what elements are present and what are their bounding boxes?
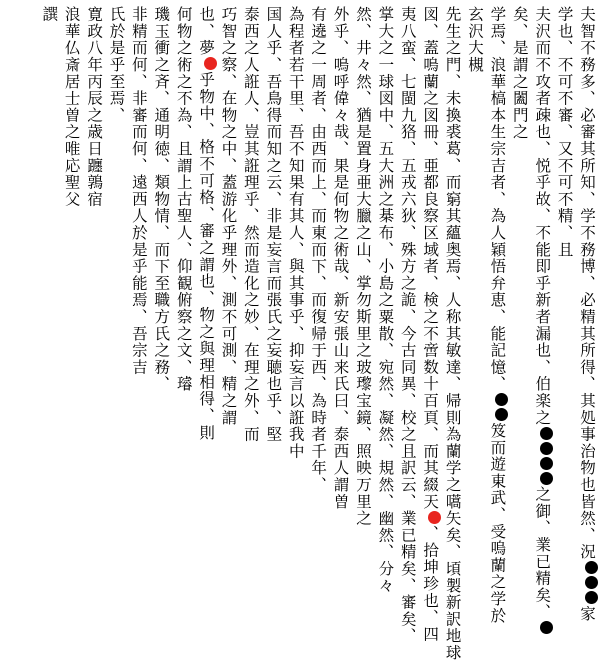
text-column: 夫智不務多、必審其所知、学不務博、必精其所得、其処事治物也皆然、況家 bbox=[578, 6, 596, 623]
illegible-mark-icon bbox=[540, 472, 553, 485]
text-column: 浪華仏斎居士曽之唯応聖父 bbox=[62, 6, 81, 242]
red-mark-icon bbox=[428, 511, 441, 524]
illegible-mark-icon bbox=[540, 427, 553, 440]
text-column: 然、井々然、猶是置身亜大臘之山、掌勿斯里之玻瓈宝鏡、照映万里之 bbox=[353, 6, 372, 527]
text-column: 非精而何、非審而何、遠西人於是乎能焉、吾宗吉 bbox=[129, 6, 148, 376]
illegible-mark-icon bbox=[495, 408, 508, 421]
text-column: 譔 bbox=[40, 6, 59, 23]
text-column: 夷八蛮、七閩九狢、五戎六狄、殊方之詭、今古同異、校之且訳云、業已精矣、審矣、 bbox=[398, 6, 417, 645]
red-mark-icon bbox=[204, 57, 217, 70]
text-column: 学焉、浪華槁本生宗吉者、為人穎悟弁恵、能記憶、笈而遊東武、受嗚蘭之学於 bbox=[488, 6, 507, 625]
text-column: 氏於是乎至焉、 bbox=[107, 6, 126, 124]
illegible-mark-icon bbox=[540, 621, 553, 634]
illegible-mark-icon bbox=[540, 457, 553, 470]
text-column: 有遶之一周者、由西而上、而東而下、而復帰于西、為時者千年、 bbox=[309, 6, 328, 494]
illegible-mark-icon bbox=[585, 561, 598, 574]
text-column: 璣玉衝之斉、通明徳、類物情、而下至職方氏之務、 bbox=[152, 6, 171, 393]
text-column: 何物之術之不為、且謂上古聖人、仰観俯察之文、璿 bbox=[174, 6, 193, 393]
text-column: 為程者若干里、吾不知果有其人、與其事乎、抑妄言以誑我中 bbox=[286, 6, 305, 460]
text-column: 先生之門、未換裘葛、而窮其蘊奥焉、人称其敏達、帰則為蘭学之嚆矢矣、頃製新訳地球 bbox=[443, 6, 462, 661]
illegible-mark-icon bbox=[585, 576, 598, 589]
text-column: 学也、不可不審、又不可不精、且 bbox=[555, 6, 574, 258]
text-column: 掌大之一球図中、五大洲之棊布、小島之粟散、宛然、凝然、規然、幽然、分々 bbox=[376, 6, 395, 594]
text-column: 泰西之人誑人、豈其誑理乎、然而造化之妙、在理之外、而 bbox=[241, 6, 260, 443]
text-column: 玄沢大槻 bbox=[465, 6, 484, 74]
text-column: 矣、是謂之闔門之 bbox=[510, 6, 529, 141]
text-column: 図、蓋嗚蘭之図冊、亜都良察区域者、検之不啻数十百頁、而其綴天、拾坤珍也、四 bbox=[421, 6, 440, 643]
illegible-mark-icon bbox=[585, 591, 598, 604]
text-column: 外乎、嗚呼偉々哉、果是何物之術哉、新安張山来氏曰、泰西人謂曽 bbox=[331, 6, 350, 510]
illegible-mark-icon bbox=[540, 442, 553, 455]
illegible-mark-icon bbox=[495, 393, 508, 406]
text-column: 巧智之察、在物之中、蓋游化乎理外、測不可測、精之謂 bbox=[219, 6, 238, 426]
text-column: 国人乎、吾鳥得而知之云、非是妄言而張氏之妄聴也乎、堅 bbox=[264, 6, 283, 443]
text-column: 寛政八年丙辰之歳日躔鶉宿 bbox=[85, 6, 104, 208]
text-column: 也、夢乎物中、格不可格、審之謂也、物之與理相得、則 bbox=[197, 6, 216, 442]
text-column: 夫沢而不攻者疎也、悦乎故、不能即乎新者漏也、伯楽之之御、業已精矣、 bbox=[531, 0, 553, 636]
